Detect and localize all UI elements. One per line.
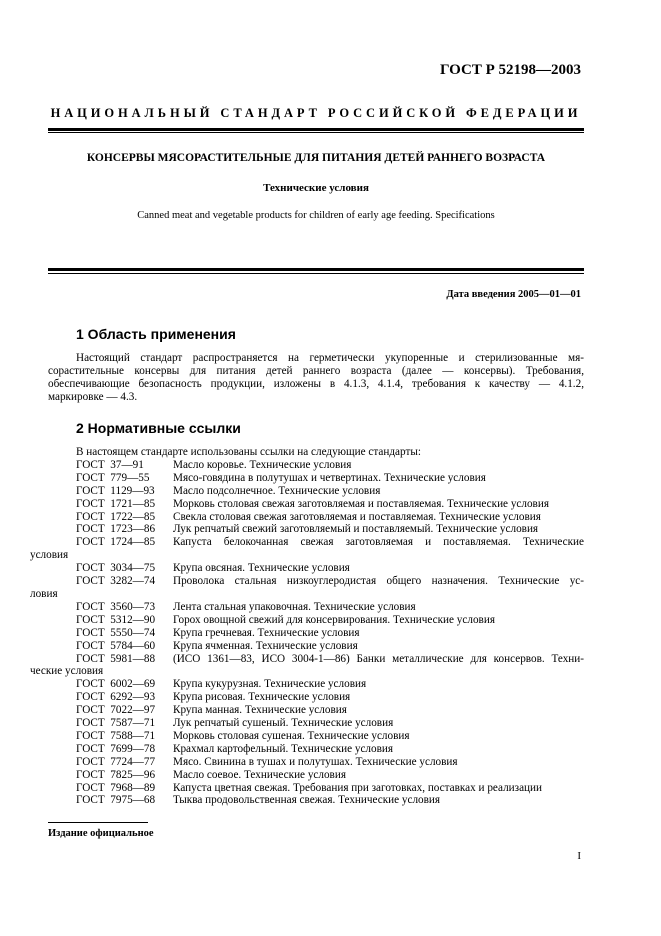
reference-title-continuation: ловия (30, 587, 58, 600)
reference-gost-code: ГОСТ 7825—96 (76, 768, 156, 781)
reference-title: Капуста белокочанная свежая заготовляемая и поставляемая. Технические (173, 536, 584, 549)
reference-title: Крупа манная. Технические условия (173, 704, 347, 717)
reference-item (30, 782, 584, 795)
national-standard-banner: НАЦИОНАЛЬНЫЙ СТАНДАРТ РОССИЙСКОЙ ФЕДЕРАЦИИ (50, 106, 582, 120)
reference-title: Мясо-говядина в полутушах и четвертинах. Технические условия (173, 471, 486, 484)
reference-gost-code: ГОСТ 5784—60 (76, 639, 156, 652)
reference-title: Масло подсолнечное. Технические условия (173, 484, 381, 497)
reference-title: Лук репчатый сушеный. Технические условия (173, 717, 394, 730)
reference-title: (ИСО 1361—83, ИСО 3004-1—86) Банки металлические для консервов. Техни- (173, 652, 584, 665)
section-1-line: маркировке — 4.3. (48, 391, 138, 403)
reference-title: Крахмал картофельный. Технические условия (173, 742, 394, 755)
section-1-heading: 1 Область применения (76, 326, 236, 342)
footer-rule (48, 822, 148, 823)
reference-gost-code: ГОСТ 3560—73 (76, 600, 156, 613)
reference-title: Масло коровье. Технические условия (173, 458, 352, 471)
normative-references-list (30, 446, 584, 807)
reference-gost-code: ГОСТ 5312—90 (76, 613, 156, 626)
reference-item (30, 459, 584, 472)
reference-gost-code: ГОСТ 7724—77 (76, 755, 156, 768)
reference-item (30, 472, 584, 485)
standard-code: ГОСТ Р 52198—2003 (439, 62, 581, 78)
reference-title: Морковь столовая свежая заготовляемая и поставляемая. Технические условия (173, 497, 549, 510)
reference-title: Проволока стальная низкоуглеродистая общего назначения. Технические ус- (173, 575, 584, 588)
reference-gost-code: ГОСТ 3034—75 (76, 562, 156, 575)
reference-title: Морковь столовая сушеная. Технические условия (173, 729, 410, 742)
reference-title: Крупа ячменная. Технические условия (173, 639, 358, 652)
reference-title: Крупа рисовая. Технические условия (173, 691, 351, 704)
reference-gost-code: ГОСТ 7022—97 (76, 704, 156, 717)
reference-gost-code: ГОСТ 7968—89 (76, 781, 156, 794)
reference-gost-code: ГОСТ 1129—93 (76, 484, 155, 497)
header-rule-thin (48, 132, 584, 133)
edition-note: Издание официальное (48, 828, 154, 839)
reference-gost-code: ГОСТ 7975—68 (76, 794, 156, 807)
reference-item (30, 730, 584, 743)
reference-item (30, 601, 584, 614)
reference-title: Масло соевое. Технические условия (173, 768, 346, 781)
reference-item (30, 640, 584, 653)
section-1-line: обеспечивающие безопасность продукции, изложены в 4.1.3, 4.1.4, требования к качеству — 4.1.2, (48, 378, 584, 390)
reference-item (30, 575, 584, 588)
reference-title: Мясо. Свинина в тушах и полутушах. Технические условия (173, 755, 458, 768)
reference-gost-code: ГОСТ 3282—74 (76, 575, 156, 588)
reference-gost-code: ГОСТ 1722—85 (76, 510, 156, 523)
reference-item (30, 536, 584, 549)
reference-gost-code: ГОСТ 6292—93 (76, 691, 156, 704)
document-title: КОНСЕРВЫ МЯСОРАСТИТЕЛЬНЫЕ ДЛЯ ПИТАНИЯ ДЕТЕЙ РАННЕГО ВОЗРАСТА (86, 152, 546, 164)
title-rule-thin (48, 273, 584, 274)
reference-gost-code: ГОСТ 5550—74 (76, 626, 156, 639)
reference-gost-code: ГОСТ 7587—71 (76, 717, 156, 730)
reference-gost-code: ГОСТ 37—91 (76, 458, 144, 471)
reference-gost-code: ГОСТ 5981—88 (76, 652, 156, 665)
reference-title: Горох овощной свежий для консервирования. Технические условия (173, 613, 495, 626)
reference-item (30, 743, 584, 756)
reference-item (30, 627, 584, 640)
reference-item (30, 678, 584, 691)
header-rule-thick (48, 128, 584, 131)
reference-item (30, 523, 584, 536)
reference-item (30, 794, 584, 807)
section-1-line: сорастительные консервы для питания детей раннего возраста (далее — консервы). Требования, (48, 365, 584, 377)
reference-title: Свекла столовая свежая заготовляемая и поставляемая. Технические условия (173, 510, 541, 523)
reference-item (30, 511, 584, 524)
reference-item (30, 653, 584, 666)
reference-item (30, 756, 584, 769)
reference-title: Лента стальная упаковочная. Технические условия (173, 600, 416, 613)
section-2-heading: 2 Нормативные ссылки (76, 420, 241, 436)
title-rule-thick (48, 268, 584, 271)
section-1-body (48, 352, 584, 404)
english-title: Canned meat and vegetable products for children of early age feeding. Specifications (137, 210, 495, 221)
reference-title-continuation: ческие условия (30, 665, 104, 678)
reference-item (30, 485, 584, 498)
reference-gost-code: ГОСТ 7588—71 (76, 729, 156, 742)
reference-gost-code: ГОСТ 779—55 (76, 471, 150, 484)
page-number: I (577, 850, 581, 862)
reference-title: Крупа гречневая. Технические условия (173, 626, 360, 639)
reference-gost-code: ГОСТ 7699—78 (76, 742, 156, 755)
reference-gost-code: ГОСТ 1721—85 (76, 497, 156, 510)
document-subtitle: Технические условия (263, 182, 369, 194)
reference-gost-code: ГОСТ 1723—86 (76, 523, 156, 536)
reference-gost-code: ГОСТ 6002—69 (76, 678, 156, 691)
introduction-date: Дата введения 2005—01—01 (446, 289, 581, 300)
references-lead: В настоящем стандарте использованы ссылки на следующие стандарты: (76, 446, 421, 458)
reference-item (30, 717, 584, 730)
reference-item (30, 691, 584, 704)
reference-title: Лук репчатый свежий заготовляемый и поставляемый. Технические условия (173, 523, 539, 536)
reference-title: Тыква продовольственная свежая. Технические условия (173, 794, 441, 807)
reference-item (30, 614, 584, 627)
reference-gost-code: ГОСТ 1724—85 (76, 536, 156, 549)
reference-title: Капуста цветная свежая. Требования при заготовках, поставках и реализации (173, 781, 542, 794)
reference-item (30, 562, 584, 575)
reference-item (30, 769, 584, 782)
reference-title: Крупа овсяная. Технические условия (173, 562, 350, 575)
reference-title: Крупа кукурузная. Технические условия (173, 678, 367, 691)
section-1-line: Настоящий стандарт распространяется на герметически укупоренные и стерилизованные мя- (76, 352, 584, 364)
reference-item (30, 498, 584, 511)
reference-title-continuation: условия (30, 549, 69, 562)
reference-item (30, 704, 584, 717)
